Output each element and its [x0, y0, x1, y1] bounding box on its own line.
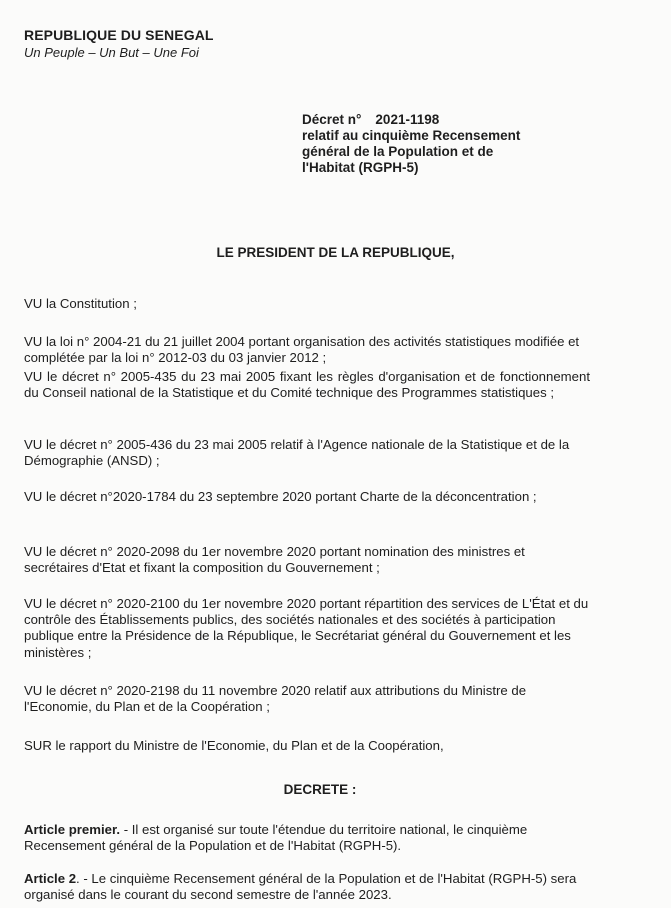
vu-decret-2020-2098: VU le décret n° 2020-2098 du 1er novembre 2020 portant nomination des ministres et secrétaires d'Etat et fixant la composition du Gouvernement ; — [24, 544, 525, 576]
decree-subject-line: l'Habitat (RGPH-5) — [302, 160, 419, 175]
decree-prefix: Décret n° — [302, 112, 362, 127]
sur-rapport: SUR le rapport du Ministre de l'Economie, du Plan et de la Coopération, — [24, 738, 444, 753]
national-motto: Un Peuple – Un But – Une Foi — [24, 45, 199, 60]
decree-subject-line: général de la Population et de — [302, 144, 494, 159]
vu-decret-2020-2100: VU le décret n° 2020-2100 du 1er novembre 2020 portant répartition des services de L'État et du contrôle des Établissements publics, des sociétés nationales et des sociétés à participation publique entre la Présidence de la République, le Secrétariat général du Gouvernement et les ministères ; — [24, 596, 589, 660]
decree-subject-line: relatif au cinquième Recensement — [302, 128, 521, 143]
vu-loi-2004-21: VU la loi n° 2004-21 du 21 juillet 2004 portant organisation des activités statistiques modifiée et complétée par la loi n° 2012-03 du 03 janvier 2012 ; — [24, 334, 580, 366]
vu-constitution: VU la Constitution ; — [24, 296, 137, 311]
vu-decret-2005-435: VU le décret n° 2005-435 du 23 mai 2005 fixant les règles d'organisation et de fonctionnement du Conseil national de la Statistique et du Comité technique des Programmes statistiques ; — [24, 369, 590, 401]
article-2-text: . - Le cinquième Recensement général de la Population et de l'Habitat (RGPH-5) sera organisé dans le courant du second semestre de l'année 2023. — [24, 871, 577, 903]
article-1-text: - Il est organisé sur toute l'étendue du territoire national, le cinquième Recensement général de la Population et de l'Habitat (RGPH-5). — [24, 822, 528, 854]
article-2-title: Article 2 — [24, 871, 77, 886]
article-2 — [24, 871, 590, 903]
article-1 — [24, 822, 590, 854]
vu-decret-2005-436: VU le décret n° 2005-436 du 23 mai 2005 relatif à l'Agence nationale de la Statistique et de la Démographie (ANSD) ; — [24, 437, 570, 469]
decree-reference — [302, 112, 602, 176]
decrete-heading: DECRETE : — [283, 782, 357, 797]
decree-number: 2021-1198 — [375, 112, 440, 127]
article-1-title: Article premier. — [24, 822, 121, 837]
decree-number-line — [302, 112, 602, 128]
republic-title: REPUBLIQUE DU SENEGAL — [24, 27, 214, 43]
vu-decret-2020-1784: VU le décret n°2020-1784 du 23 septembre 2020 portant Charte de la déconcentration ; — [24, 489, 537, 504]
president-heading: LE PRESIDENT DE LA REPUBLIQUE, — [216, 245, 455, 260]
vu-decret-2020-2198: VU le décret n° 2020-2198 du 11 novembre 2020 relatif aux attributions du Ministre de l'Economie, du Plan et de la Coopération ; — [24, 683, 527, 715]
